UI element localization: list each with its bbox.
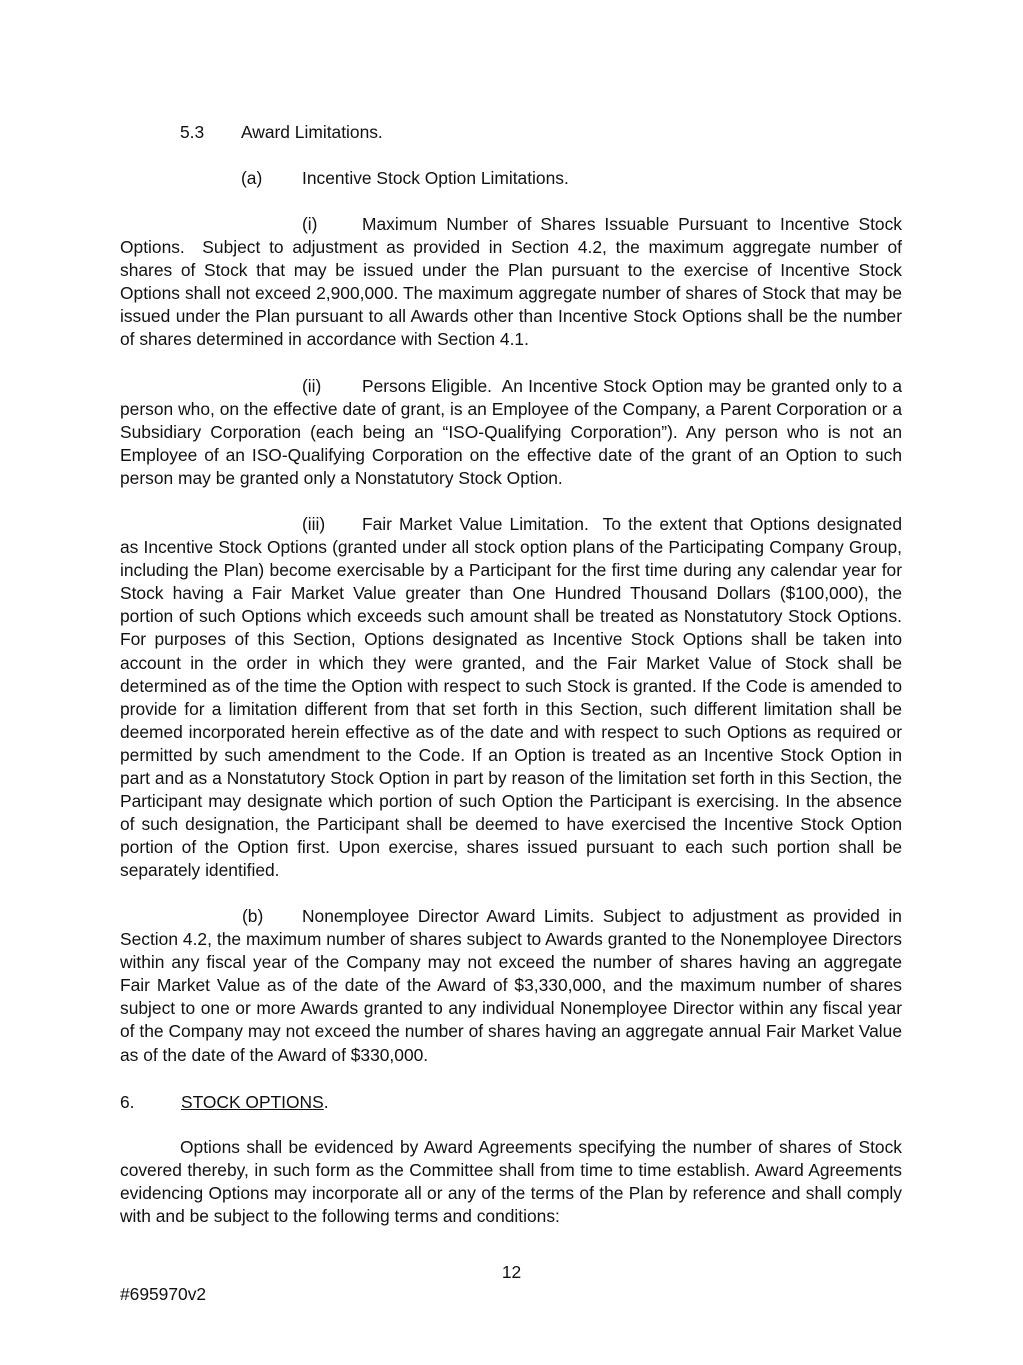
section-title-wrap: [181, 1091, 329, 1113]
section-title: Award Limitations.: [241, 122, 383, 142]
item-body: To the extent that Options designated as Incentive Stock Options (granted under all stock option plans of the Participating Company Group, including the Plan) become exercisable by a Participant for the first time during any calendar year for Stock having a Fair Market Value greater than One Hundred Thousand Dollars ($100,000), the portion of such Options which exceeds such amount shall be treated as Nonstatutory Stock Options. For purposes of this Section, Options designated as Incentive Stock Options shall be taken into account in the order in which they were granted, and the Fair Market Value of Stock shall be determined as of the time the Option with respect to such Stock is granted. If the Code is amended to provide for a limitation different from that set forth in this Section, such different limitation shall be deemed incorporated herein effective as of the date and with respect to such Options as required or permitted by such amendment to the Code. If an Option is treated as an Incentive Stock Option in part and as a Nonstatutory Stock Option in part by reason of the limitation set forth in this Section, the Participant may designate which portion of such Option the Participant is exercising. In the absence of such designation, the Participant shall be deemed to have exercised the Incentive Stock Option portion of the Option first. Upon exercise, shares issued pursuant to each such portion shall be separately identified.: [120, 514, 903, 881]
item-title: Persons Eligible.: [362, 376, 492, 396]
page-number: 12: [501, 1262, 522, 1282]
item-title: Fair Market Value Limitation.: [362, 514, 589, 534]
item-label: (ii): [302, 376, 322, 396]
paragraph-ii: [120, 375, 902, 490]
subsection-label: (b): [242, 906, 264, 926]
document-id: #695970v2: [120, 1284, 207, 1304]
item-body: An Incentive Stock Option may be granted only to a person who, on the effective date of grant, is an Employee of the Company, a Parent Corporation or a Subsidiary Corporation (each being an “ISO-Qualifying Corporation”). Any person who is not an Employee of an ISO-Qualifying Corporation on the effective date of the grant of an Option to such person may be granted only a Nonstatutory Stock Option.: [120, 376, 902, 489]
item-label: (i): [302, 214, 318, 234]
section-title: STOCK OPTIONS: [181, 1092, 324, 1112]
subsection-label: (a): [241, 168, 263, 188]
subsection-title: Nonemployee Director Award Limits.: [302, 906, 595, 926]
item-title: Maximum Number of Shares Issuable Pursuant to Incentive Stock Options.: [120, 214, 902, 258]
paragraph-iii: [120, 513, 902, 883]
paragraph-b: [120, 905, 902, 1067]
item-label: (iii): [302, 514, 326, 534]
paragraph-section-6: [120, 1136, 902, 1228]
section-number: 6.: [120, 1092, 135, 1112]
subsection-title: Incentive Stock Option Limitations.: [302, 168, 569, 188]
subsection-body: Subject to adjustment as provided in Section 4.2, the maximum number of shares subject to Awards granted to the Nonemployee Directors within any fiscal year of the Company may not exceed the number of shares having an aggregate Fair Market Value as of the date of the Award of $3,330,000, and the maximum number of shares subject to one or more Awards granted to any individual Nonemployee Director within any fiscal year of the Company may not exceed the number of shares having an aggregate annual Fair Market Value as of the date of the Award of $330,000.: [120, 906, 902, 1065]
paragraph-i: [120, 213, 902, 352]
section-title-suffix: .: [323, 1092, 329, 1112]
section-body: Options shall be evidenced by Award Agreements specifying the number of shares of Stock covered thereby, in such form as the Committee shall from time to time establish. Award Agreements evidencing Options may incorporate all or any of the terms of the Plan by reference and shall comply with and be subject to the following terms and conditions:: [120, 1137, 902, 1227]
section-number: 5.3: [180, 122, 205, 142]
item-body: Subject to adjustment as provided in Section 4.2, the maximum aggregate number of shares of Stock that may be issued under the Plan pursuant to the exercise of Incentive Stock Options shall not exceed 2,900,000. The maximum aggregate number of shares of Stock that may be issued under the Plan pursuant to all Awards other than Incentive Stock Options shall be the number of shares determined in accordance with Section 4.1.: [120, 237, 902, 350]
